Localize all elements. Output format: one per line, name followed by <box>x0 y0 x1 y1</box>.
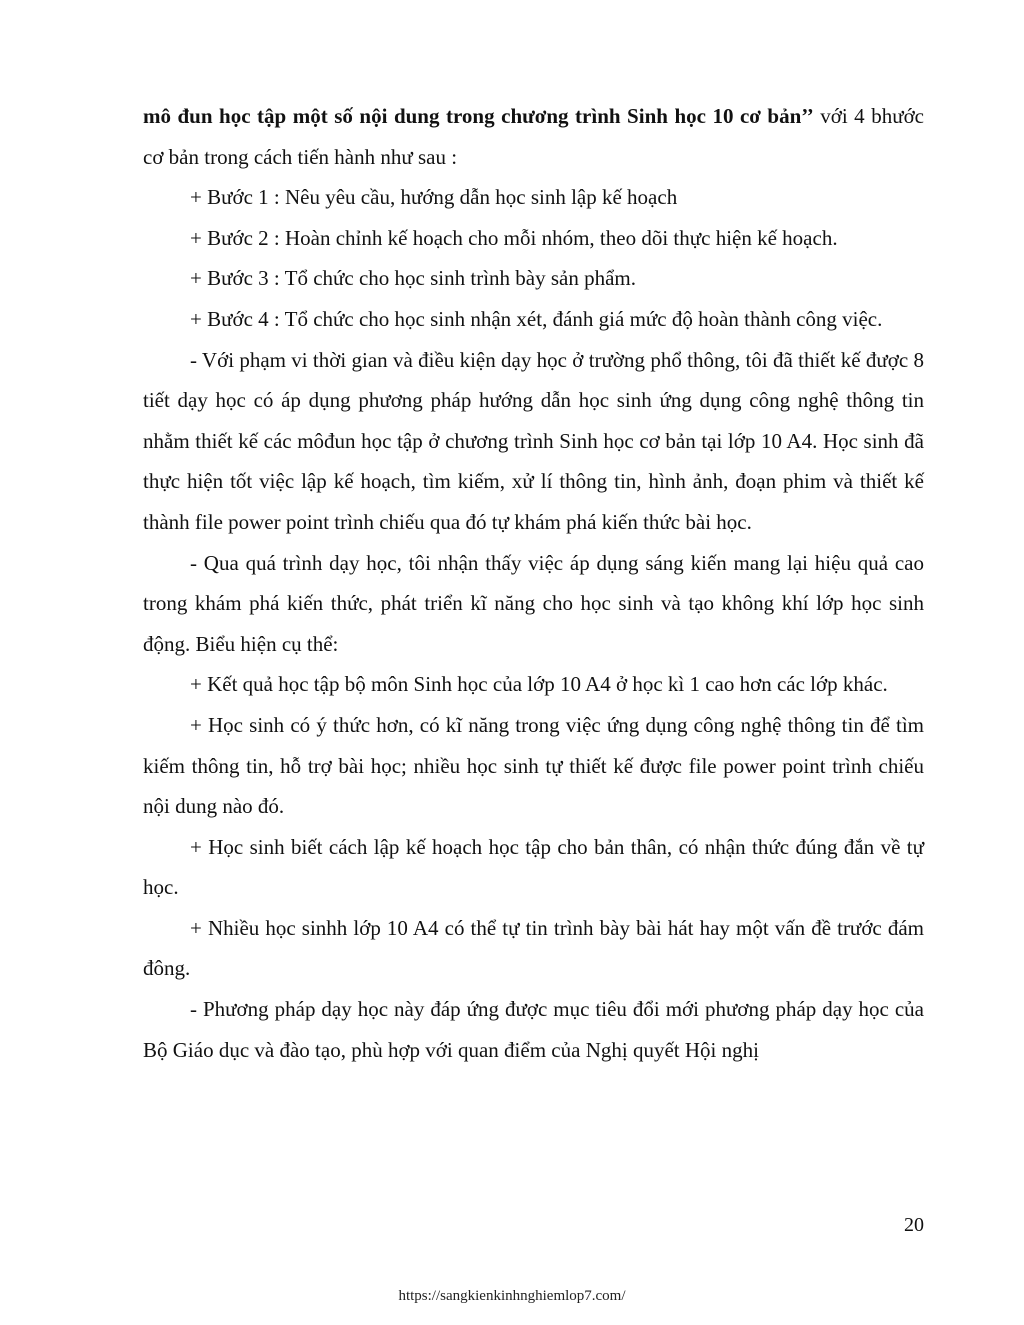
footer-url: https://sangkienkinhnghiemlop7.com/ <box>398 1288 626 1304</box>
paragraph-implementation: - Với phạm vi thời gian và điều kiện dạy học ở trường phổ thông, tôi đã thiết kế được 8 tiết dạy học có áp dụng phương pháp hướng dẫn học sinh ứng dụng công nghệ thông tin nhằm thiết kế các môđun học tập ở chương trình Sinh học cơ bản tại lớp 10 A4. Học sinh đã thực hiện tốt việc lập kế hoạch, tìm kiếm, xử lí thông tin, hình ảnh, đoạn phim và thiết kế thành file power point trình chiếu qua đó tự khám phá kiến thức bài học. <box>143 347 924 534</box>
result-3: + Học sinh biết cách lập kế hoạch học tập cho bản thân, có nhận thức đúng đắn về tự học. <box>143 834 924 900</box>
intro-text: với 4 bhước cơ bản trong cách tiến hành như sau : <box>143 104 924 169</box>
result-4: + Nhiều học sinhh lớp 10 A4 có thể tự tin trình bày bài hát hay một vấn đề trước đám đông. <box>143 915 924 981</box>
module-title-text: mô đun học tập một số nội dung trong chương trình Sinh học 10 cơ bản’’ <box>143 104 814 128</box>
document-body <box>143 96 924 1070</box>
paragraph-closing: - Phương pháp dạy học này đáp ứng được mục tiêu đổi mới phương pháp dạy học của Bộ Giáo dục và đào tạo, phù hợp với quan điểm của Nghị quyết Hội nghị <box>143 997 924 1062</box>
result-2: + Học sinh có ý thức hơn, có kĩ năng trong việc ứng dụng công nghệ thông tin để tìm kiếm thông tin, hỗ trợ bài học; nhiều học sinh tự thiết kế được file power point trình chiếu nội dung nào đó. <box>143 712 924 819</box>
intro-paragraph <box>143 96 924 177</box>
step-1: + Bước 1 : Nêu yêu cầu, hướng dẫn học sinh lập kế hoạch <box>190 185 678 210</box>
paragraph-effectiveness: - Qua quá trình dạy học, tôi nhận thấy việc áp dụng sáng kiến mang lại hiệu quả cao trong khám phá kiến thức, phát triển kĩ năng cho học sinh và tạo không khí lớp học sinh động. Biểu hiện cụ thể: <box>143 550 924 656</box>
step-3: + Bước 3 : Tổ chức cho học sinh trình bày sản phẩm. <box>190 266 636 291</box>
result-1: + Kết quả học tập bộ môn Sinh học của lớp 10 A4 ở học kì 1 cao hơn các lớp khác. <box>190 672 888 697</box>
page-number: 20 <box>904 1214 924 1236</box>
step-2: + Bước 2 : Hoàn chỉnh kế hoạch cho mỗi nhóm, theo dõi thực hiện kế hoạch. <box>190 225 838 250</box>
step-4: + Bước 4 : Tổ chức cho học sinh nhận xét, đánh giá mức độ hoàn thành công việc. <box>190 306 883 331</box>
